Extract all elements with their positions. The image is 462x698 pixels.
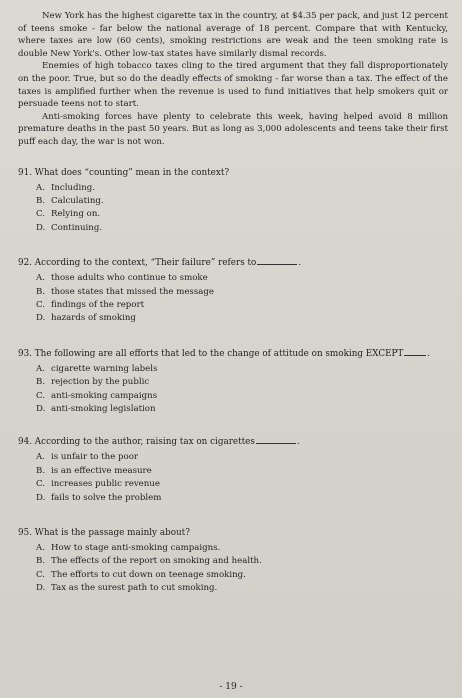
option-d[interactable]: D. anti-smoking legislation (36, 404, 156, 414)
options-list (18, 182, 448, 236)
option-c[interactable]: C. The efforts to cut down on teenage smoking. (36, 569, 246, 580)
option-a[interactable]: A. is unfair to the poor (36, 452, 138, 463)
options-list (18, 363, 448, 417)
question-92 (18, 257, 448, 326)
question-stem: 95. What is the passage mainly about? (18, 528, 190, 539)
option-a[interactable]: A. How to stage anti-smoking campaigns. (36, 543, 221, 554)
question-stem: 91. What does “counting” mean in the context? (18, 167, 230, 178)
option-b[interactable]: B. those states that missed the message (36, 286, 214, 297)
option-c[interactable]: C. Relying on. (36, 209, 101, 220)
answer-blank[interactable] (257, 257, 297, 265)
passage-paragraph-3: Anti-smoking forces have plenty to celebrate this week, having helped avoid 8 million premature deaths in the past 50 years. But as long as 3,000 adolescents and teens take their first puff each day, the war is not won. (18, 111, 448, 147)
question-stem: 94. According to the author, raising tax on cigarettes . (18, 437, 300, 448)
option-a[interactable]: A. Including. (36, 182, 96, 193)
option-b[interactable]: B. rejection by the public (36, 377, 150, 388)
options-list (18, 272, 448, 326)
question-91 (18, 167, 448, 236)
question-95 (18, 527, 448, 596)
option-d[interactable]: D. fails to solve the problem (36, 492, 162, 503)
option-b[interactable]: B. Calculating. (36, 195, 104, 206)
question-94 (18, 436, 448, 505)
passage-paragraph-1: New York has the highest cigarette tax in the country, at $4.35 per pack, and just 12 percent of teens smoke - far below the national average of 18 percent. Compare that with Kentucky, where taxes are low (60 cents), smoking restrictions are weak and the teen smoking rate is double New York's. Other low-tax states have similarly dismal records. (18, 11, 448, 59)
option-c[interactable]: C. findings of the report (36, 299, 145, 310)
option-b[interactable]: B. is an effective measure (36, 465, 152, 476)
option-d[interactable]: D. Continuing. (36, 222, 103, 233)
passage-paragraph-2: Enemies of high tobacco taxes cling to the tired argument that they fall disproportionately on the poor. True, but so do the deadly effects of smoking - far worse than a tax. The effect of the taxes is amplified further when the revenue is used to fund initiatives that help smokers quit or persuade teens not to start. (18, 61, 448, 110)
answer-blank[interactable] (256, 436, 296, 444)
question-stem: 93. The following are all efforts that led to the change of attitude on smoking EXCEPT . (18, 348, 431, 359)
option-d[interactable]: D. Tax as the surest path to cut smoking. (36, 583, 218, 594)
answer-blank[interactable] (404, 348, 426, 356)
question-stem: 92. According to the context, “Their failure” refers to . (18, 258, 302, 269)
option-c[interactable]: C. increases public revenue (36, 479, 160, 490)
option-c[interactable]: C. anti-smoking campaigns (36, 390, 158, 401)
page-number: - 19 - (219, 682, 243, 692)
option-d[interactable]: D. hazards of smoking (36, 313, 136, 324)
options-list (18, 451, 448, 505)
option-a[interactable]: A. cigarette warning labels (36, 363, 158, 374)
option-b[interactable]: B. The effects of the report on smoking and health. (36, 556, 262, 567)
options-list (18, 542, 448, 596)
question-93 (18, 348, 448, 417)
option-a[interactable]: A. those adults who continue to smoke (36, 273, 208, 284)
